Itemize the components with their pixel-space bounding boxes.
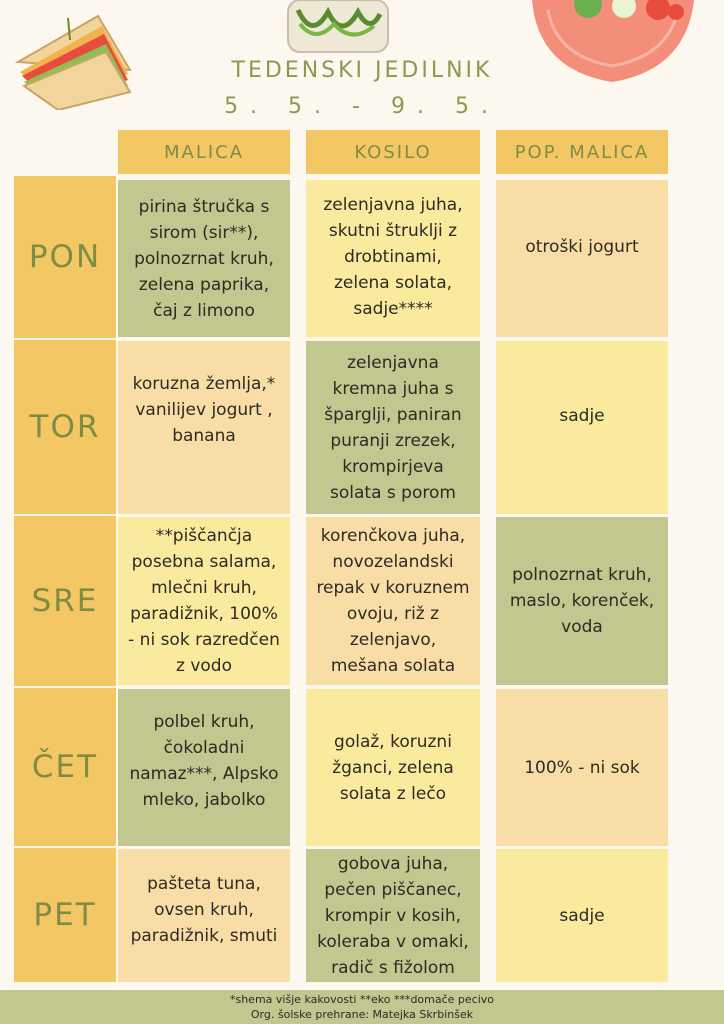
column-header-malica: MALICA	[118, 130, 290, 174]
cell-pon-malica: pirina štručka s sirom (sir**), polnozrnat kruh, zelena paprika, čaj z limono	[118, 180, 290, 337]
day-label-pon: PON	[14, 176, 116, 338]
cell-pet-kosilo: gobova juha, pečen piščanec, krompir v kosih, koleraba v omaki, radič s fižolom	[306, 849, 480, 982]
cell-cet-kosilo: golaž, koruzni žganci, zelena solata z lečo	[306, 689, 480, 846]
menu-title: TEDENSKI JEDILNIK	[231, 58, 493, 83]
cell-sre-pop-malica: polnozrnat kruh, maslo, korenček, voda	[496, 517, 668, 685]
column-header-pop-malica: POP. MALICA	[496, 130, 668, 174]
day-label-cet: ČET	[14, 688, 116, 846]
cell-tor-kosilo: zelenjavna kremna juha s šparglji, paniran puranji zrezek, krompirjeva solata s porom	[306, 341, 480, 514]
day-label-sre: SRE	[14, 516, 116, 686]
cell-sre-malica: **piščančja posebna salama, mlečni kruh, paradižnik, 100% - ni sok razredčen z vodo	[118, 517, 290, 685]
cell-pon-pop-malica: otroški jogurt	[496, 180, 668, 337]
cell-cet-malica: polbel kruh, čokoladni namaz***, Alpsko mleko, jabolko	[118, 689, 290, 846]
cell-pet-malica: pašteta tuna, ovsen kruh, paradižnik, smuti	[118, 849, 290, 982]
footer-legend: *shema višje kakovosti **eko ***domače pecivo	[229, 993, 495, 1006]
noodle-jar-illustration	[282, 0, 394, 56]
footer-organizer: Org. šolske prehrane: Matejka Skrbinšek	[250, 1008, 474, 1021]
cell-tor-pop-malica: sadje	[496, 341, 668, 514]
column-header-kosilo: KOSILO	[306, 130, 480, 174]
cell-sre-kosilo: korenčkova juha, novozelandski repak v koruznem ovoju, riž z zelenjavo, mešana solata	[306, 517, 480, 685]
footer	[0, 990, 724, 1024]
cell-pon-kosilo: zelenjavna juha, skutni štruklji z drobtinami, zelena solata, sadje****	[306, 180, 480, 337]
cell-cet-pop-malica: 100% - ni sok	[496, 689, 668, 846]
menu-dates: 5. 5. - 9. 5.	[224, 94, 500, 119]
day-label-pet: PET	[14, 848, 116, 982]
day-label-tor: TOR	[14, 340, 116, 514]
cell-pet-pop-malica: sadje	[496, 849, 668, 982]
cell-tor-malica: koruzna žemlja,* vanilijev jogurt , banana	[118, 341, 290, 514]
